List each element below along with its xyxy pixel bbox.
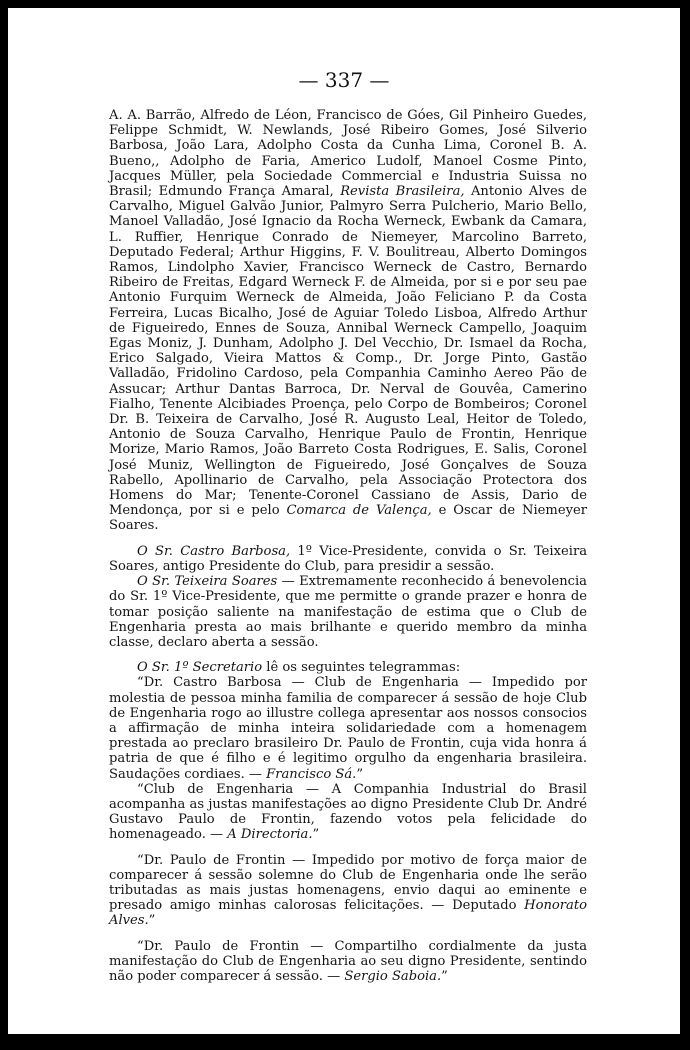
text-run: e Oscar de Niemeyer Soares. [109,503,587,534]
text-run: lê os seguintes telegrammas: [262,660,461,676]
text-run: ” [312,827,320,843]
telegram-companhia-industrial [109,782,587,843]
teixeira-soares-paragraph [109,574,587,650]
text-run: ” [148,913,156,929]
signature: A Directoria. [227,827,313,843]
attendee-list-paragraph [109,108,587,534]
italic-run: Comarca de Valença, [286,503,432,519]
signature: Francisco Sá. [266,766,357,782]
secretario-paragraph [109,660,587,675]
page-number: — 337 — [298,68,390,92]
text-run: “Dr. Castro Barbosa — Club de Engenharia — Impedido por molestia de pessoa minha familia de comparecer á sessão de hoje Club de Engenharia rogo ao illustre collega apresentar aos nossos consocios a affirmação de minha inteira solidariedade com a homenagem prestada ao preclaro brasileiro Dr. Paulo de Frontin, cuja vida honra á patria de que é filho e é legitimo orgulho da engenharia brasileira. Saudações cordiaes. — [109,675,587,782]
telegram-francisco-sa [109,675,587,781]
castro-barbosa-paragraph [109,544,587,574]
text-run: “Dr. Paulo de Frontin — Compartilho cordialmente da justa manifestação do Club de Engenharia ao seu digno Presidente, sentindo não poder comparecer á sessão. — [109,938,587,984]
speaker-name: O Sr. Teixeira Soares [137,574,278,590]
speaker-name: O Sr. Castro Barbosa, [137,543,291,559]
text-run: ” [441,968,448,984]
document-page [8,8,680,1034]
body-text [109,108,587,984]
signature: Sergio Saboia. [344,968,442,984]
italic-run: Revista Brasileira, [340,184,465,200]
signature: Honorato Alves. [109,898,587,929]
text-run: Antonio Alves de Carvalho, Miguel Galvão Junior, Palmyro Serra Pulcherio, Mario Bello, Manoel Valladão, José Ignacio da Rocha Werneck, Ewbank da Camara, L. Ruffier, Henrique Conrado de Niemeyer, Marcolino Barreto, Deputado Federal; Arthur Higgins, F. V. Boulitreau, Alberto Domingos Ramos, Lindolpho Xavier, Francisco Werneck de Castro, Bernardo Ribeiro de Freitas, Edgard Werneck F. de Almeida, por si e por seu pae Antonio Furquim Werneck de Almeida, João Feliciano P. da Costa Ferreira, Lucas Bicalho, José de Aguiar Toledo Lisboa, Alfredo Arthur de Figueiredo, Ennes de Souza, Annibal Werneck Campello, Joaquim Egas Moniz, J. Dunham, Adolpho J. Del Vecchio, Dr. Ismael da Rocha, Erico Salgado, Vieira Mattos & Comp., Dr. Jorge Pinto, Gastão Valladão, Fridolino Cardoso, pela Companhia Caminho Aereo Pão de Assucar; Arthur Dantas Barroca, Dr. Nerval de Gouvêa, Camerino Fialho, Tenente Alcibiades Proença, pelo Corpo de Bombeiros; Coronel Dr. B. Teixeira de Carvalho, José R. Augusto Leal, Heitor de Toledo, Antonio de Souza Carvalho, Henrique Paulo de Frontin, Henrique Morize, Mario Ramos, João Barreto Costa Rodrigues, E. Salis, Coronel José Muniz, Wellington de Figueiredo, José Gonçalves de Souza Rabello, Apollinario de Carvalho, pela Associação Protectora dos Homens do Mar; Tenente-Coronel Cassiano de Assis, Dario de Mendonça, por si e pelo [109,184,587,519]
text-run: 1º Vice-Presidente, convida o Sr. Teixeira Soares, antigo Presidente do Club, para presidir a sessão. [109,543,588,574]
telegram-honorato-alves [109,853,587,929]
text-run: “Club de Engenharia — A Companhia Industrial do Brasil acompanha as justas manifestações ao digno Presidente Club Dr. André Gustavo Paulo de Frontin, fazendo votos pela felicidade do homenageado. — [109,781,587,843]
text-run: ” [356,766,364,782]
text-run: “Dr. Paulo de Frontin — Impedido por motivo de força maior de comparecer á sessão solemne do Club de Engenharia onde lhe serão tributadas as mais justas homenagens, envio daqui ao eminente e presado amigo minhas calorosas felicitações. — Deputado [109,852,587,914]
text-run: — Extremamente reconhecido á benevolencia do Sr. 1º Vice-Presidente, que me permitte o grande prazer e honra de tomar posição saliente na manifestação de estima que o Club de Engenharia presta ao mais brilhante e querido membro da minha classe, declaro aberta a sessão. [109,574,587,650]
text-run: A. A. Barrão, Alfredo de Léon, Francisco de Góes, Gil Pinheiro Guedes, Felippe Schmidt, W. Newlands, José Ribeiro Gomes, José Silverio Barbosa, João Lara, Adolpho Costa da Cunha Lima, Coronel B. A. Bueno,, Adolpho de Faria, Americo Ludolf, Manoel Cosme Pinto, Jacques Müller, pela Sociedade Commercial e Industria Suissa no Brasil; Edmundo França Amaral, [109,108,587,200]
telegram-sergio-saboia [109,939,587,985]
speaker-name: O Sr. 1º Secretario [137,660,263,676]
